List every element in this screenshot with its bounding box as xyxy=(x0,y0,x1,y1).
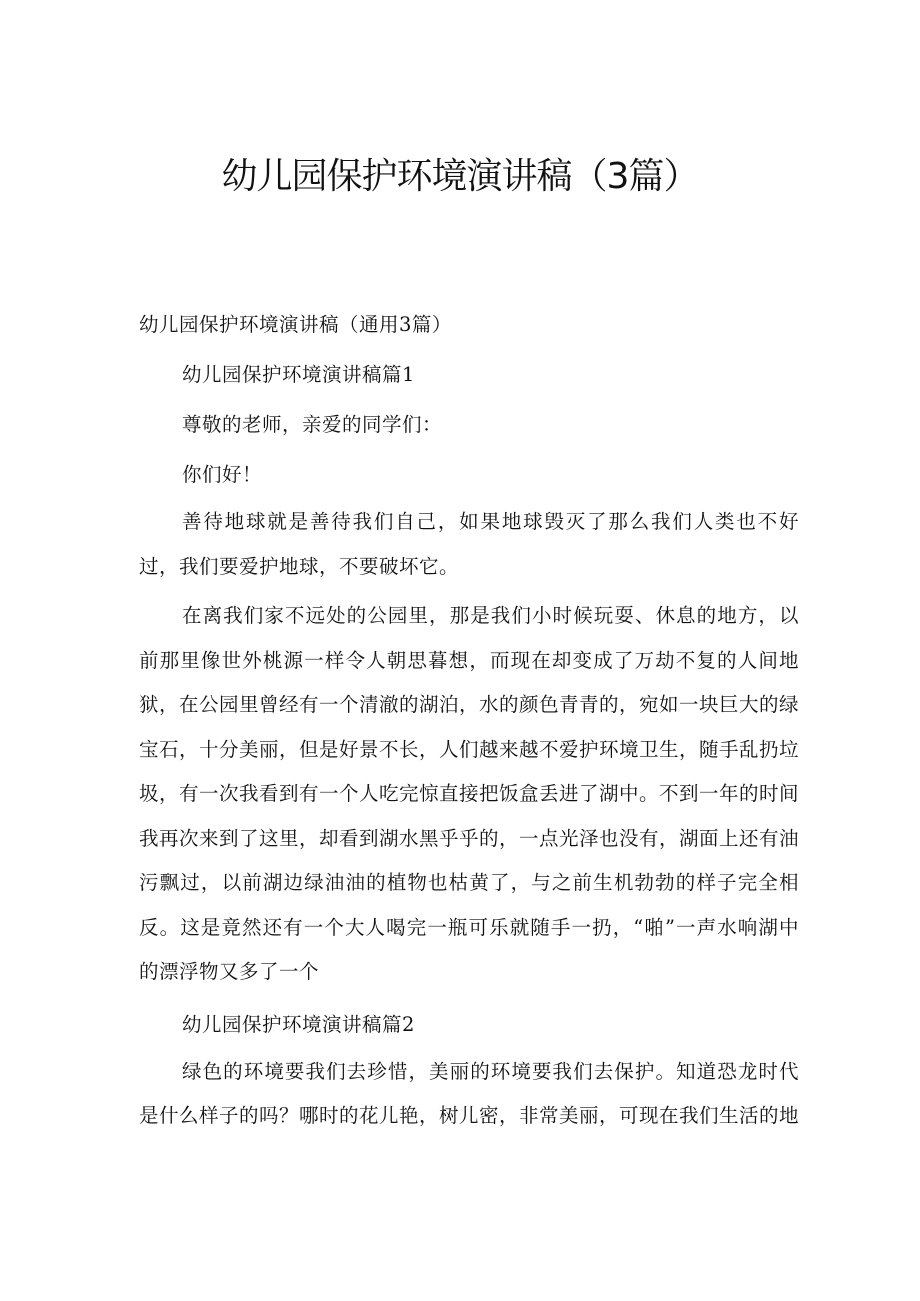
speech1-paragraph-2: 在离我们家不远处的公园里，那是我们小时候玩耍、休息的地方，以前那里像世外桃源一样令人朝思暮想，而现在却变成了万劫不复的人间地狱，在公园里曾经有一个清澈的湖泊，水的颜色青青的，宛如一块巨大的绿宝石，十分美丽，但是好景不长，人们越来越不爱护环境卫生，随手乱扔垃圾，有一次我看到有一个人吃完惊直接把饭盒丢进了湖中。不到一年的时间我再次来到了这里，却看到湖水黑乎乎的，一点光泽也没有，湖面上还有油污飘过，以前湖边绿油油的植物也枯黄了，与之前生机勃勃的样子完全相反。这是竟然还有一个大人喝完一瓶可乐就随手一扔，“啪”一声水响湖中的漂浮物又多了一个 xyxy=(139,604,800,983)
speech2-heading: 幼儿园保护环境演讲稿篇2 xyxy=(182,1012,415,1036)
document-subtitle: 幼儿园保护环境演讲稿（通用3篇） xyxy=(139,313,452,336)
document-title: 幼儿园保护环境演讲稿（3篇） xyxy=(221,156,699,197)
salutation: 尊敬的老师，亲爱的同学们： xyxy=(182,413,443,436)
speech2-paragraph-1: 绿色的环境要我们去珍惜，美丽的环境要我们去保护。知道恐龙时代是什么样子的吗？哪时的花儿艳，树儿密，非常美丽，可现在我们生活的地 xyxy=(139,1059,800,1127)
document-body xyxy=(139,300,799,1144)
speech1-paragraph-1: 善待地球就是善待我们自己，如果地球毁灭了那么我们人类也不好过，我们要爱护地球，不要破坏它。 xyxy=(139,510,799,578)
greeting: 你们好！ xyxy=(182,463,263,486)
speech1-heading: 幼儿园保护环境演讲稿篇1 xyxy=(182,363,415,386)
